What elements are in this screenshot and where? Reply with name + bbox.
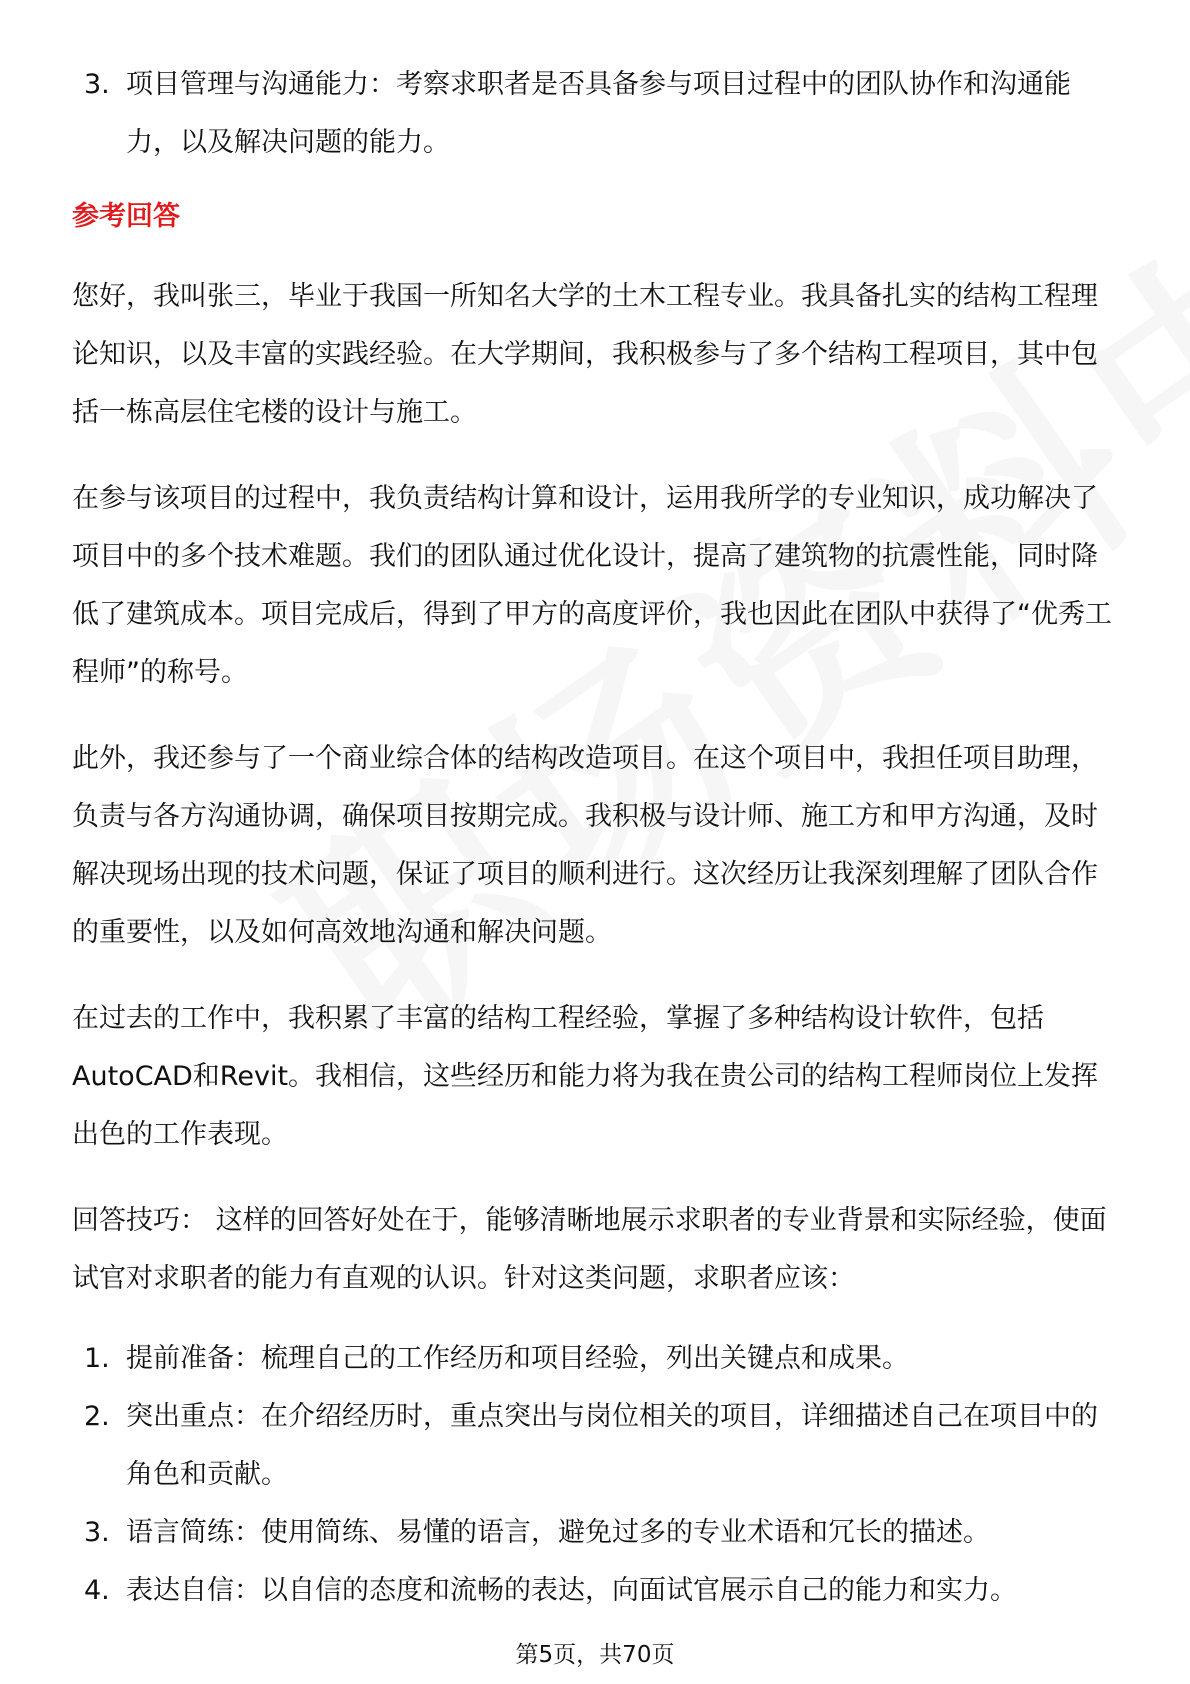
list-item-text: 突出重点：在介绍经历时，重点突出与岗位相关的项目，详细描述自己在项目中的角色和贡献。 [126,1401,1098,1490]
section-title: 参考回答 [72,201,180,232]
list-item-number: 3. [84,1517,110,1548]
list-item [72,56,1120,172]
top-numbered-list [72,56,1120,172]
tips-numbered-list [72,1330,1120,1620]
page-number-footer: 第5页，共70页 [515,1642,675,1668]
list-item-number: 1. [84,1343,110,1374]
answer-paragraph-1: 您好，我叫张三，毕业于我国一所知名大学的土木工程专业。我具备扎实的结构工程理论知识，以及丰富的实践经验。在大学期间，我积极参与了多个结构工程项目，其中包括一栋高层住宅楼的设计与施工。 [72,281,1098,428]
page-content [72,56,1120,1620]
list-item-text: 提前准备：梳理自己的工作经历和项目经验，列出关键点和成果。 [126,1343,909,1374]
list-item [72,1388,1120,1504]
list-item-text: 项目管理与沟通能力：考察求职者是否具备参与项目过程中的团队协作和沟通能力，以及解决问题的能力。 [126,69,1071,158]
answer-paragraph-3: 此外，我还参与了一个商业综合体的结构改造项目。在这个项目中，我担任项目助理，负责与各方沟通协调，确保项目按期完成。我积极与设计师、施工方和甲方沟通，及时解决现场出现的技术问题，保证了项目的顺利进行。这次经历让我深刻理解了团队合作的重要性，以及如何高效地沟通和解决问题。 [72,743,1098,948]
list-item [72,1504,1120,1562]
list-item [72,1562,1120,1620]
answer-paragraph-4: 在过去的工作中，我积累了丰富的结构工程经验，掌握了多种结构设计软件，包括AutoCAD和Revit。我相信，这些经历和能力将为我在贵公司的结构工程师岗位上发挥出色的工作表现。 [72,1003,1099,1150]
list-item [72,1330,1120,1388]
list-item-number: 3. [84,69,110,100]
list-item-text: 表达自信：以自信的态度和流畅的表达，向面试官展示自己的能力和实力。 [126,1575,1017,1606]
tips-intro: 回答技巧： 这样的回答好处在于，能够清晰地展示求职者的专业背景和实际经验，使面试官对求职者的能力有直观的认识。针对这类问题，求职者应该： [72,1205,1107,1294]
list-item-text: 语言简练：使用简练、易懂的语言，避免过多的专业术语和冗长的描述。 [126,1517,990,1548]
answer-paragraph-2: 在参与该项目的过程中，我负责结构计算和设计，运用我所学的专业知识，成功解决了项目中的多个技术难题。我们的团队通过优化设计，提高了建筑物的抗震性能，同时降低了建筑成本。项目完成后，得到了甲方的高度评价，我也因此在团队中获得了“优秀工程师”的称号。 [72,483,1112,688]
list-item-number: 4. [84,1575,110,1606]
list-item-number: 2. [84,1401,110,1432]
